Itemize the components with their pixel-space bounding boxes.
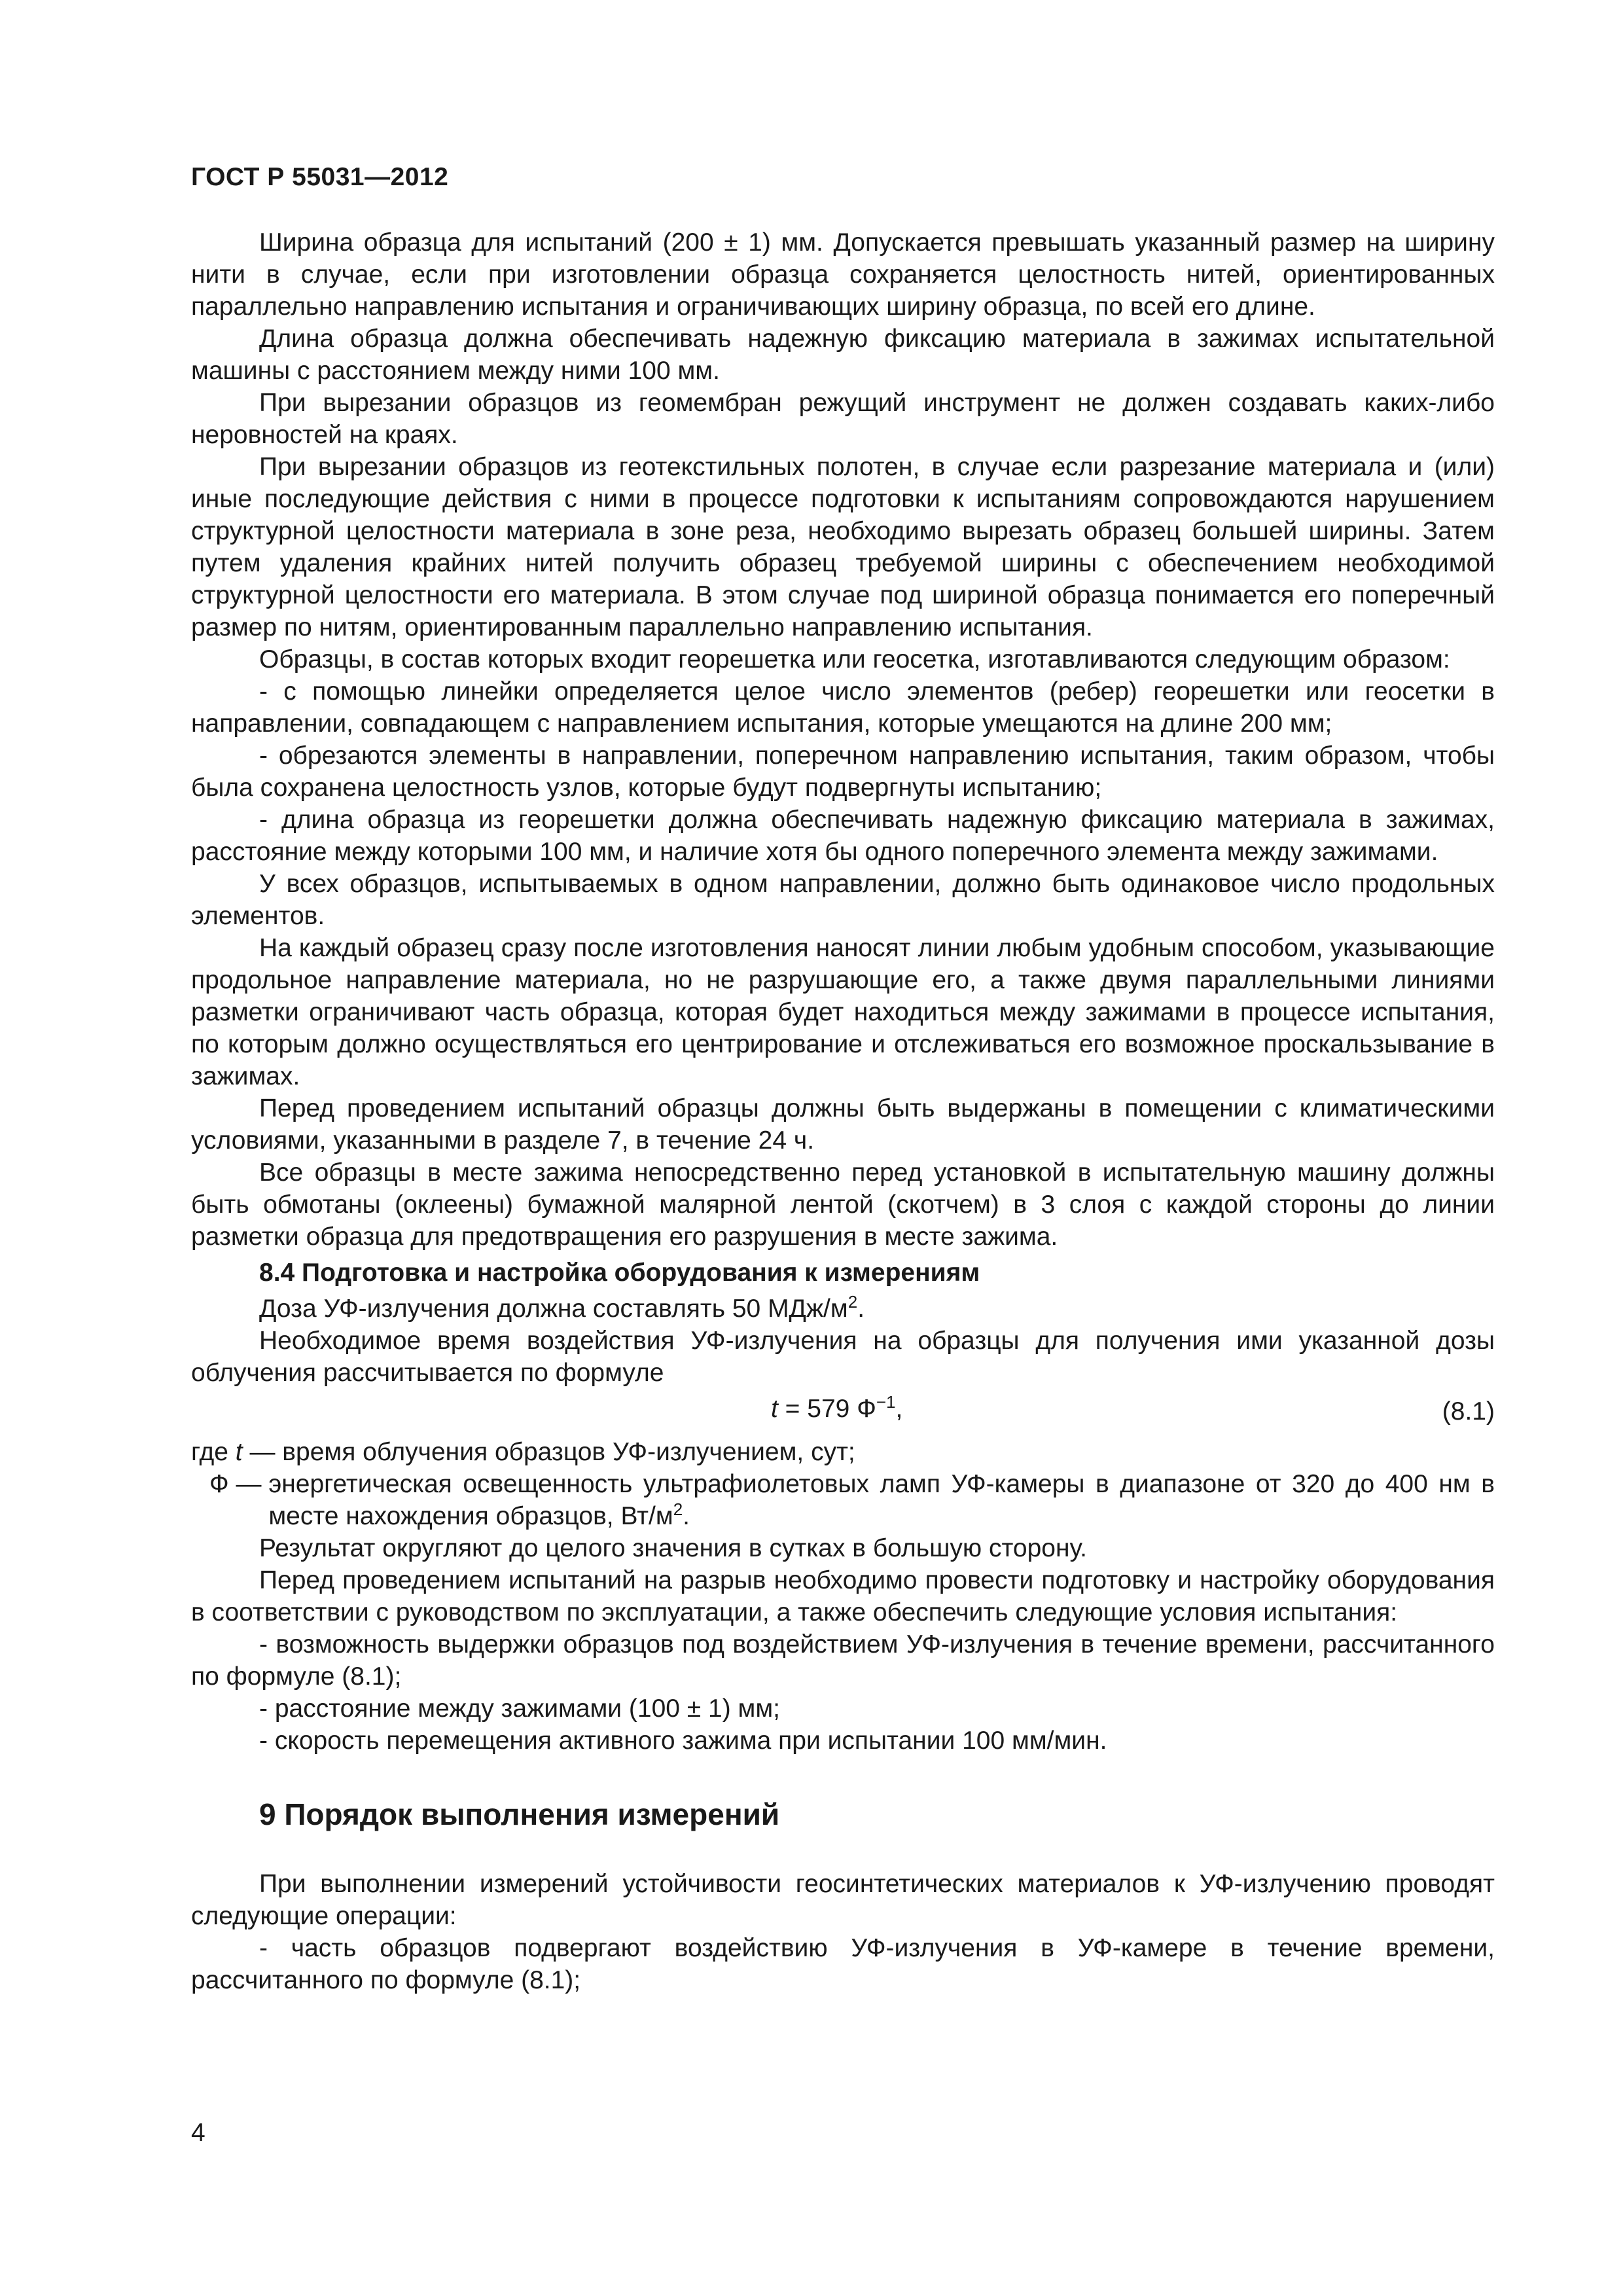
paragraph-geomembrane-cutting: При вырезании образцов из геомембран режущий инструмент не должен создавать каких-либо неровностей на краях. — [191, 389, 1495, 449]
paragraph-rounding: Результат округляют до целого значения в сутках в большую сторону. — [259, 1534, 1087, 1562]
list-item-trim-elements: - обрезаются элементы в направлении, поперечном направлению испытания, таким образом, чтобы была сохранена целостность узлов, которые будут подвергнуты испытанию; — [191, 742, 1495, 802]
paragraph-taping: Все образцы в месте зажима непосредственно перед установкой в испытательную машину должны быть обмотаны (оклеены) бумажной малярной лентой (скотчем) в 3 слоя с каждой стороны до линии разметки образца для предотвращения его разрушения в месте зажима. — [191, 1158, 1495, 1251]
paragraph-marking-lines: На каждый образец сразу после изготовления наносят линии любым удобным способом, указывающие продольное направление материала, но не разрушающие его, а также двумя параллельными линиями разметки ограничивают часть образца, которая будет находиться между зажимами в процессе испытания, по которым должно осуществляться его центрирование и отслеживаться его возможное проскальзывание в зажимах. — [191, 934, 1495, 1090]
paragraph-sample-length: Длина образца должна обеспечивать надежную фиксацию материала в зажимах испытательной машины с расстоянием между ними 100 мм. — [191, 325, 1495, 385]
list-item-uv-exposure: - возможность выдержки образцов под воздействием УФ-излучения в течение времени, рассчитанного по формуле (8.1); — [191, 1630, 1495, 1691]
paragraph-sample-width: Ширина образца для испытаний (200 ± 1) мм. Допускается превышать указанный размер на ширину нити в случае, если при изготовлении образца сохраняется целостность нитей, ориентированных параллельно направлению испытания и ограничивающих ширину образца, по всей его длине. — [191, 228, 1495, 321]
list-item-clamp-distance: - расстояние между зажимами (100 ± 1) мм; — [259, 1695, 781, 1723]
definition-phi: Ф — энергетическая освещенность ультрафиолетовых ламп УФ-камеры в диапазоне от 320 до 400 нм в месте нахождения образцов, $Вт/м^2$. — [209, 1470, 1495, 1530]
paragraph-geogrid-intro: Образцы, в состав которых входит георешетка или геосетка, изготавливаются следующим образом: — [259, 645, 1450, 673]
document-code-header: ГОСТ Р 55031—2012 — [191, 163, 449, 191]
list-item-expose-samples: - часть образцов подвергают воздействию УФ-излучения в УФ-камере в течение времени, рассчитанного по формуле (8.1); — [191, 1934, 1495, 1994]
paragraph-formula-intro: Необходимое время воздействия УФ-излучения на образцы для получения ими указанной дозы облучения рассчитывается по формуле — [191, 1327, 1495, 1387]
section-heading-8-4: 8.4 Подготовка и настройка оборудования к измерениям — [259, 1259, 980, 1287]
paragraph-uv-dose: Доза УФ-излучения должна составлять 50 МДж/$м^2$. — [259, 1292, 865, 1323]
page-number: 4 — [191, 2119, 205, 2147]
list-item-clamp-speed: - скорость перемещения активного зажима при испытании 100 мм/мин. — [259, 1727, 1107, 1755]
formula-expression: t = 579 $Ф^{-1}$, — [771, 1392, 903, 1423]
paragraph-equipment-setup: Перед проведением испытаний на разрыв необходимо провести подготовку и настройку оборудования в соответствии с руководством по эксплуатации, а также обеспечить следующие условия испытания: — [191, 1566, 1495, 1626]
formula-number: (8.1) — [1442, 1397, 1495, 1426]
paragraph-geotextile-cutting: При вырезании образцов из геотекстильных полотен, в случае если разрезание материала и (или) иные последующие действия с ними в процессе подготовки к испытаниям сопровождаются нарушением структурной целостности материала в зоне реза, необходимо вырезать образец большей ширины. Затем путем удаления крайних нитей получить образец требуемой ширины с обеспечением необходимой структурной целостности его материала. В этом случае под шириной образца понимается его поперечный размер по нитям, ориентированным параллельно направлению испытания. — [191, 453, 1495, 641]
document-body — [191, 226, 1495, 1996]
formula-8-1 — [191, 1390, 1495, 1427]
definition-t: где t — время облучения образцов УФ-излучением, сут; — [191, 1438, 855, 1466]
list-item-geogrid-length: - длина образца из георешетки должна обеспечивать надежную фиксацию материала в зажимах, расстояние между которыми 100 мм, и наличие хотя бы одного поперечного элемента между зажимами. — [191, 806, 1495, 866]
section-heading-9: 9 Порядок выполнения измерений — [259, 1797, 780, 1831]
list-item-ruler: - с помощью линейки определяется целое число элементов (ребер) георешетки или геосетки в направлении, совпадающем с направлением испытания, которые умещаются на длине 200 мм; — [191, 677, 1495, 738]
paragraph-measurement-ops: При выполнении измерений устойчивости геосинтетических материалов к УФ-излучению проводят следующие операции: — [191, 1870, 1495, 1930]
paragraph-conditioning: Перед проведением испытаний образцы должны быть выдержаны в помещении с климатическими условиями, указанными в разделе 7, в течение 24 ч. — [191, 1094, 1495, 1155]
paragraph-equal-elements: У всех образцов, испытываемых в одном направлении, должно быть одинаковое число продольных элементов. — [191, 870, 1495, 930]
